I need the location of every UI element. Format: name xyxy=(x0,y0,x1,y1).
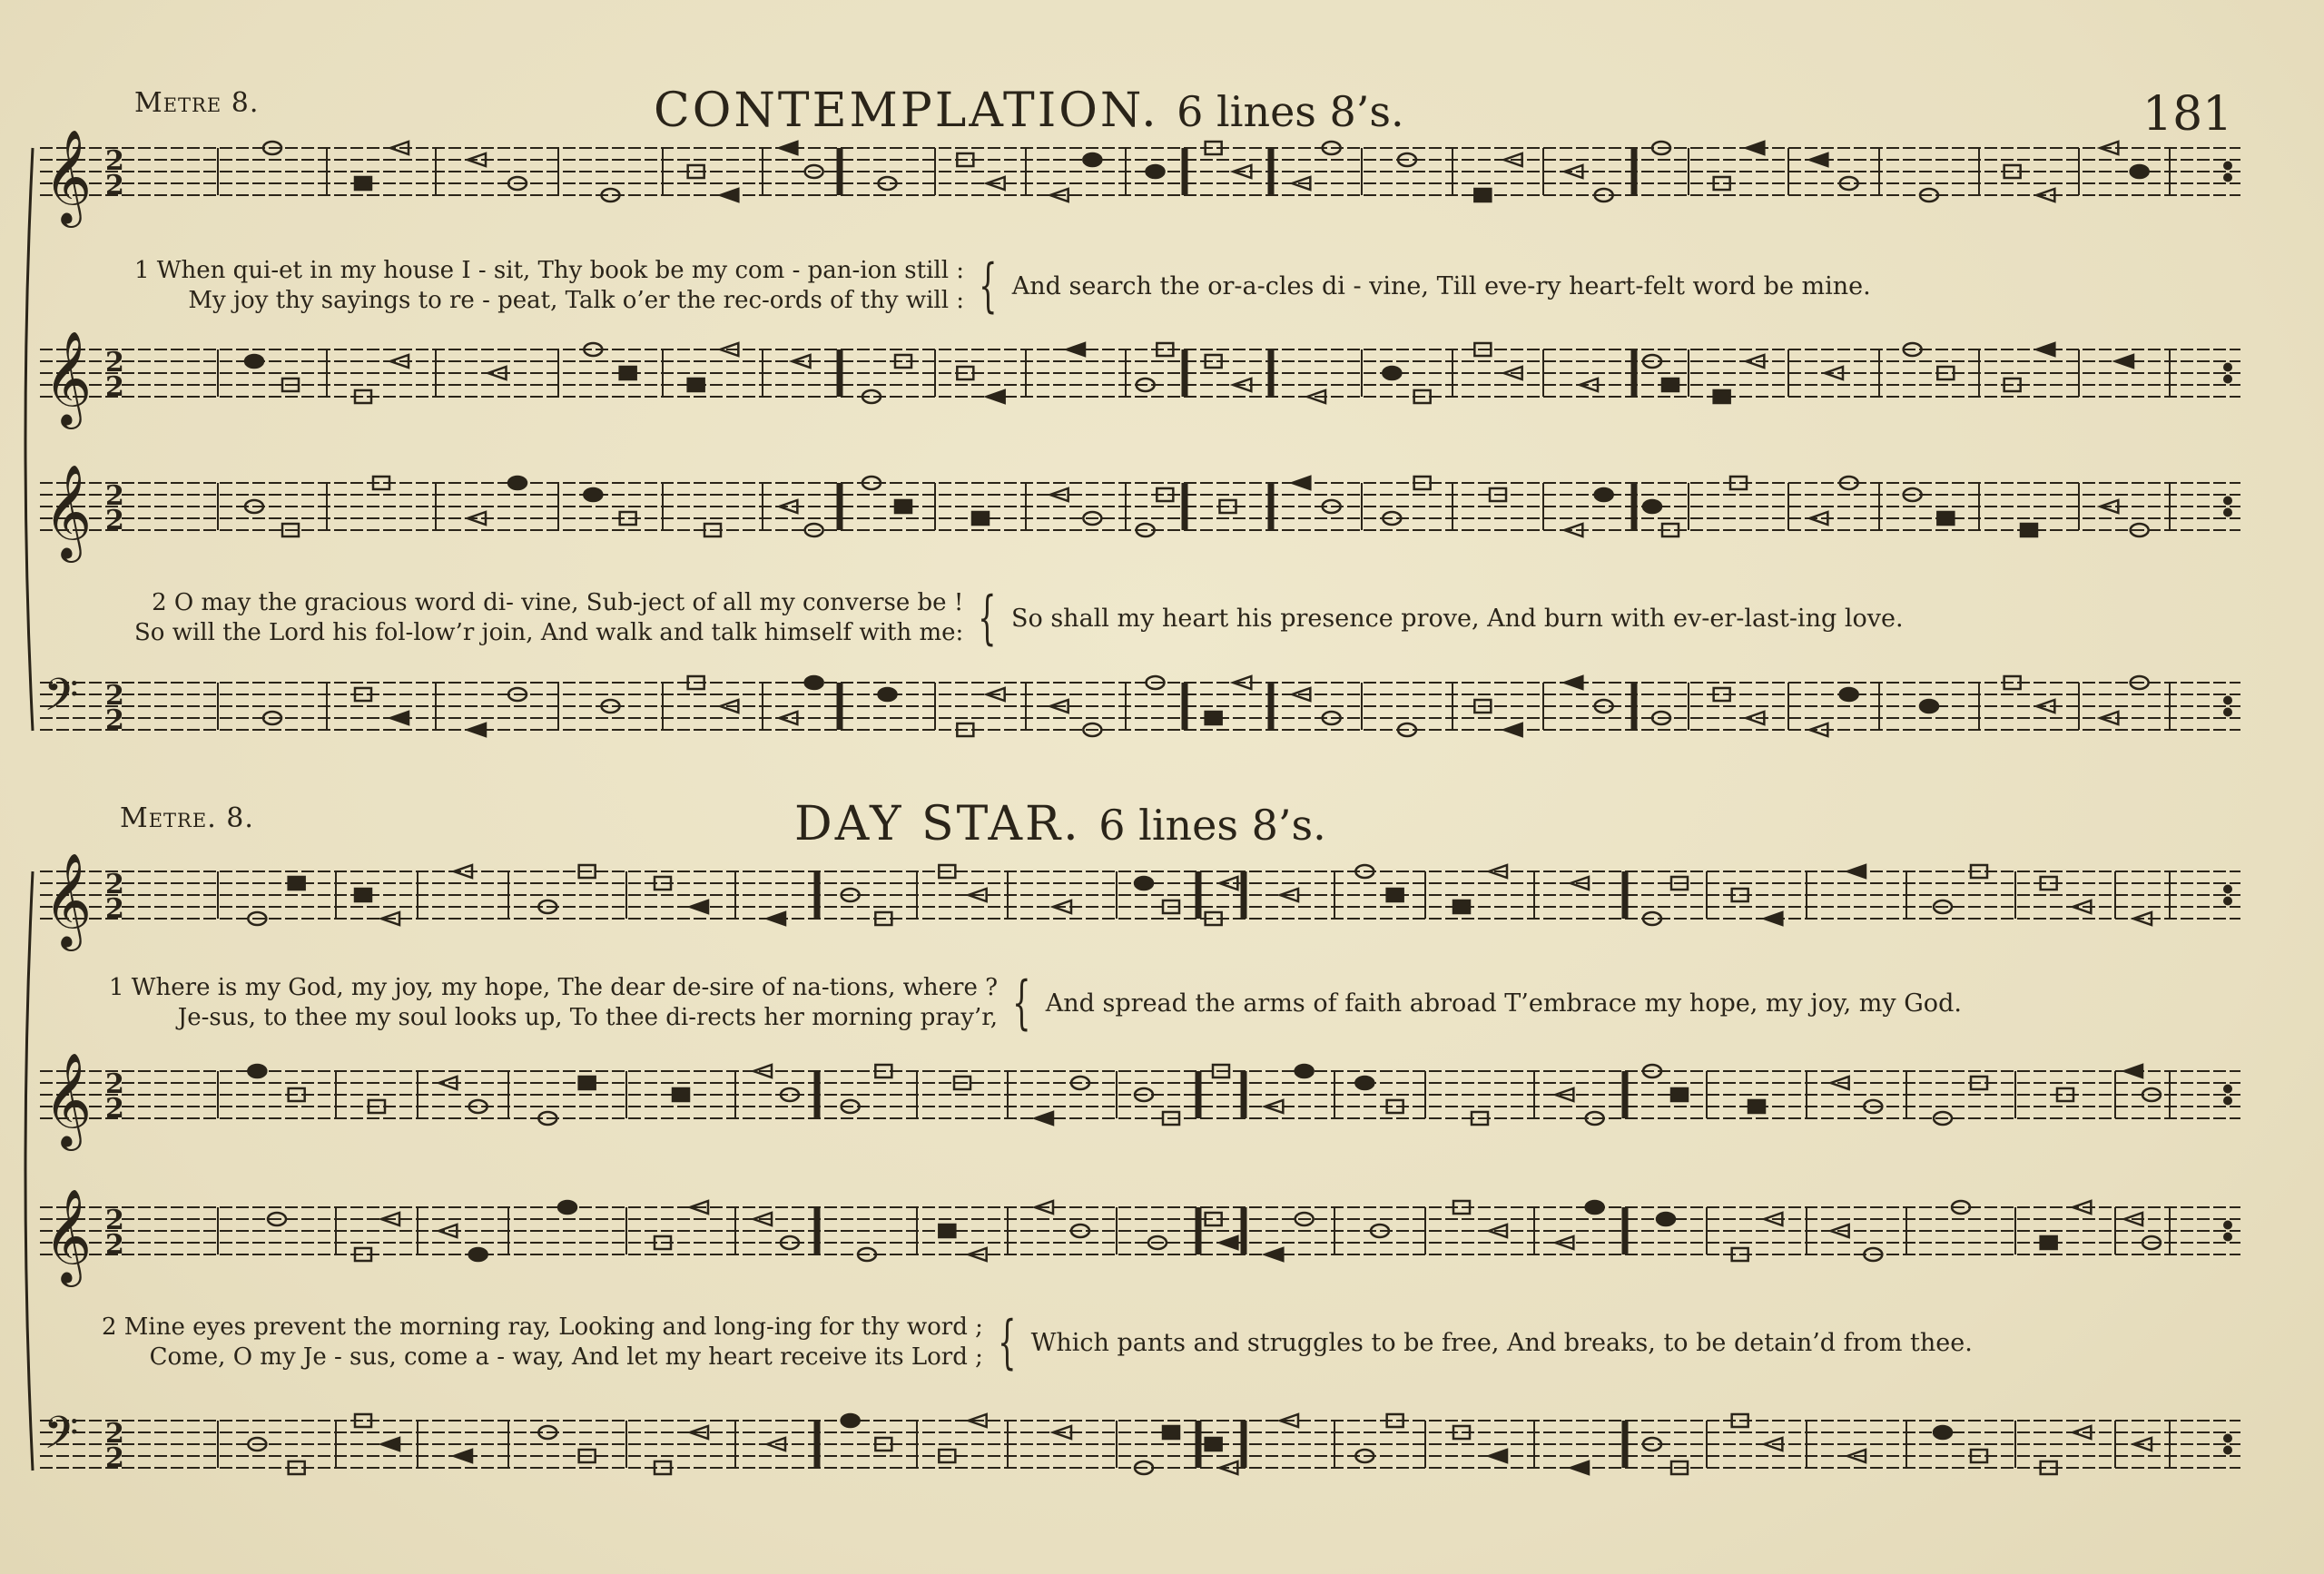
tune1-title-row xyxy=(654,84,1404,138)
tune1-verse1 xyxy=(134,252,1871,320)
note-head xyxy=(579,1077,596,1089)
tune2-title-row xyxy=(794,797,1326,851)
note-head xyxy=(779,142,797,154)
tune2-verse1-line2: Je-sus, to thee my soul looks up, To thee di-rects her morning pray’r, xyxy=(177,1004,999,1031)
tune2-metre: Metre. 8. xyxy=(120,802,254,834)
bass-clef-icon: 𝄢 xyxy=(44,1407,79,1471)
staff xyxy=(40,669,2240,736)
note-head xyxy=(1847,865,1866,878)
note-head xyxy=(1564,676,1582,689)
note-head xyxy=(248,1065,266,1077)
time-signature: 2 2 xyxy=(105,869,124,925)
staff xyxy=(40,1052,2240,1151)
tune1-verse2-line2: So will the Lord his fol-low’r join, And walk and talk himself with me: xyxy=(134,619,964,646)
note-head xyxy=(690,900,708,913)
note-head xyxy=(381,1438,399,1451)
time-signature: 2 2 xyxy=(105,680,124,736)
note-head xyxy=(584,488,602,501)
tune2-verse1-line1: 1 Where is my God, my joy, my hope, The dear de-sire of na-tions, where ? xyxy=(109,974,999,1001)
time-signature: 2 2 xyxy=(105,145,124,202)
note-head xyxy=(1135,877,1153,890)
note-head xyxy=(1383,367,1401,379)
note-head xyxy=(1489,1450,1507,1462)
treble-clef-icon: 𝄞 xyxy=(44,330,93,426)
treble-clef-icon: 𝄞 xyxy=(44,852,93,948)
treble-clef-icon: 𝄞 xyxy=(44,1052,93,1147)
tune1-verse2 xyxy=(134,585,1904,652)
note-head xyxy=(1586,1201,1604,1214)
staff xyxy=(40,464,2240,563)
note-head xyxy=(355,889,371,901)
note-head xyxy=(1453,900,1470,913)
time-signature: 2 2 xyxy=(105,347,124,403)
note-head xyxy=(1840,688,1858,701)
note-head xyxy=(1920,700,1938,713)
note-head xyxy=(1595,488,1613,501)
tune2-verse2-line2: Come, O my Je - sus, come a - way, And let my heart receive its Lord ; xyxy=(149,1343,983,1371)
note-head xyxy=(468,723,486,736)
note-head xyxy=(1937,512,1954,525)
tune2-verse1-refrain: And spread the arms of faith abroad T’embrace my hope, my joy, my God. xyxy=(1045,989,1962,1018)
note-head xyxy=(454,1450,472,1462)
tune2-title: DAY STAR. xyxy=(794,797,1081,851)
note-head xyxy=(2036,343,2054,356)
note-head xyxy=(1934,1426,1952,1439)
note-head xyxy=(1764,912,1782,925)
tune2-subtitle: 6 lines 8’s. xyxy=(1098,801,1326,850)
staff xyxy=(40,129,2240,228)
treble-clef-icon: 𝄞 xyxy=(44,1188,93,1284)
treble-clef-icon: 𝄞 xyxy=(44,464,93,559)
time-signature: 2 2 xyxy=(105,1418,124,1474)
note-head xyxy=(1662,379,1679,391)
note-head xyxy=(1748,1100,1765,1113)
tune1-verse1-line2: My joy thy sayings to re - peat, Talk o’er the rec-ords of thy will : xyxy=(188,287,965,314)
note-head xyxy=(1163,1426,1179,1439)
tune1-metre: Metre 8. xyxy=(134,87,260,119)
staff xyxy=(40,1188,2240,1287)
tune2-verse2-refrain: Which pants and struggles to be free, And breaks, to be detain’d from thee. xyxy=(1030,1328,1973,1357)
note-head xyxy=(1067,343,1085,356)
note-head xyxy=(1295,1065,1314,1077)
brace: { xyxy=(979,252,998,320)
time-signature: 2 2 xyxy=(105,1068,124,1125)
note-head xyxy=(1746,142,1764,154)
note-head xyxy=(289,877,305,890)
bass-clef-icon: 𝄢 xyxy=(44,669,79,733)
note-head xyxy=(1714,390,1730,403)
note-head xyxy=(1206,712,1222,724)
note-head xyxy=(390,712,409,724)
note-head xyxy=(558,1201,576,1214)
staff xyxy=(40,852,2240,951)
note-head xyxy=(1206,1438,1222,1451)
note-head xyxy=(1643,500,1661,513)
brace: { xyxy=(1012,969,1031,1037)
tune2-verse1 xyxy=(109,969,1962,1037)
time-signature: 2 2 xyxy=(105,480,124,536)
system-brace xyxy=(25,148,33,731)
note-head xyxy=(1219,1236,1237,1249)
tune2-verse2 xyxy=(102,1309,1973,1376)
tune1-verse2-refrain: So shall my heart his presence prove, And burn with ev-er-last-ing love. xyxy=(1010,604,1904,633)
note-head xyxy=(720,189,738,202)
note-head xyxy=(767,912,785,925)
staff xyxy=(40,1407,2240,1474)
tune1-title: CONTEMPLATION. xyxy=(654,84,1159,138)
note-head xyxy=(2021,524,2037,536)
note-head xyxy=(987,390,1005,403)
tune2-verse2-line1: 2 Mine eyes prevent the morning ray, Looking and long-ing for thy word ; xyxy=(102,1313,983,1341)
note-head xyxy=(469,1248,487,1261)
note-head xyxy=(688,379,704,391)
note-head xyxy=(895,500,911,513)
note-head xyxy=(1571,1461,1589,1474)
tune1-verse1-line1: 1 When qui-et in my house I - sit, Thy book be my com - pan-ion still : xyxy=(134,257,965,284)
page-number: 181 xyxy=(2142,87,2233,142)
note-head xyxy=(842,1414,860,1427)
note-head xyxy=(879,688,897,701)
note-head xyxy=(673,1088,689,1101)
staff xyxy=(40,330,2240,429)
note-head xyxy=(1387,889,1403,901)
system-brace xyxy=(25,871,33,1471)
note-head xyxy=(972,512,989,525)
note-head xyxy=(1504,723,1522,736)
note-head xyxy=(2131,165,2149,178)
note-head xyxy=(1657,1213,1675,1225)
note-head xyxy=(2041,1236,2057,1249)
note-head xyxy=(1083,153,1101,166)
tune1-verse2-line1: 2 O may the gracious word di- vine, Sub-ject of all my converse be ! xyxy=(152,589,964,616)
time-signature: 2 2 xyxy=(105,1205,124,1261)
note-head xyxy=(2124,1065,2142,1077)
note-head xyxy=(620,367,636,379)
note-head xyxy=(939,1225,955,1237)
note-head xyxy=(245,355,263,368)
note-head xyxy=(1147,165,1165,178)
note-head xyxy=(355,177,371,190)
note-head xyxy=(1292,477,1310,489)
brace: { xyxy=(978,585,997,652)
note-head xyxy=(1671,1088,1688,1101)
note-head xyxy=(508,477,527,489)
note-head xyxy=(2115,355,2133,368)
note-head xyxy=(1474,189,1491,202)
note-head xyxy=(1809,153,1827,166)
tune1-subtitle: 6 lines 8’s. xyxy=(1177,87,1404,136)
tune1-verse1-refrain: And search the or-a-cles di - vine, Till eve-ry heart-felt word be mine. xyxy=(1011,271,1871,300)
brace: { xyxy=(998,1309,1017,1376)
note-head xyxy=(1265,1248,1283,1261)
note-head xyxy=(1035,1112,1053,1125)
note-head xyxy=(805,676,823,689)
note-head xyxy=(1355,1077,1374,1089)
treble-clef-icon: 𝄞 xyxy=(44,129,93,224)
